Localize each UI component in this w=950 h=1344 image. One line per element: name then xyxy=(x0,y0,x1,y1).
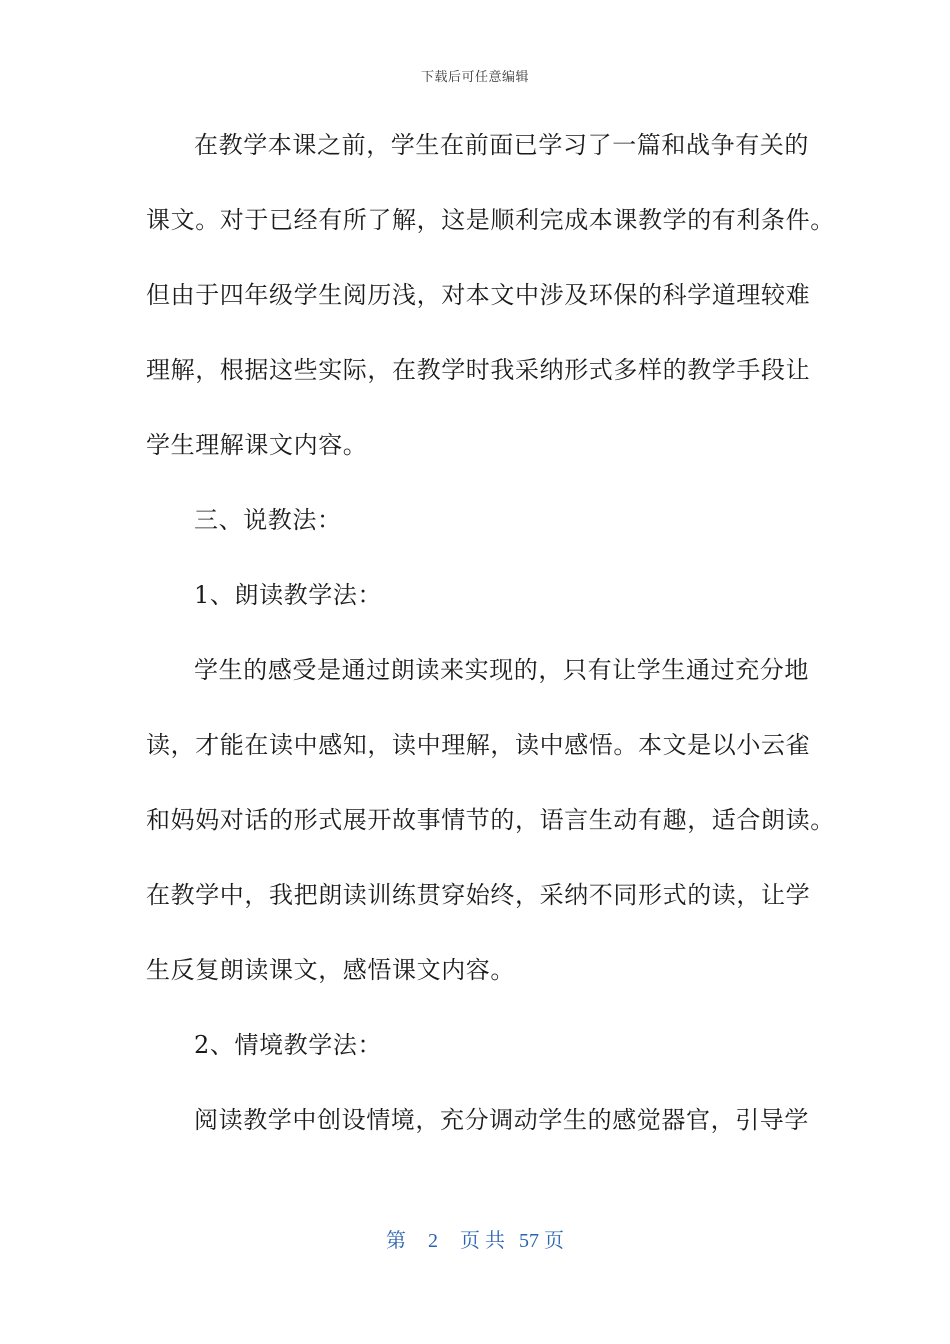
paragraph-line: 在教学中，我把朗读训练贯穿始终，采纳不同形式的读，让学 xyxy=(146,881,811,909)
paragraph-line: 和妈妈对话的形式展开故事情节的，语言生动有趣，适合朗读。 xyxy=(146,806,835,834)
paragraph-line: 学生理解课文内容。 xyxy=(146,431,368,459)
total-pages: 57 xyxy=(519,1230,539,1252)
subsection-heading: 2、情境教学法： xyxy=(194,1031,383,1059)
paragraph-line: 读，才能在读中感知，读中理解，读中感悟。本文是以小云雀 xyxy=(146,731,811,759)
paragraph-line: 阅读教学中创设情境，充分调动学生的感觉器官，引导学 xyxy=(194,1106,809,1134)
page-header: 下载后可任意编辑 xyxy=(420,70,529,85)
paragraph-line: 在教学本课之前，学生在前面已学习了一篇和战争有关的 xyxy=(194,131,809,159)
subsection-heading: 1、朗读教学法： xyxy=(194,581,383,609)
footer-prefix: 第 xyxy=(386,1230,406,1252)
paragraph-line: 理解，根据这些实际，在教学时我采纳形式多样的教学手段让 xyxy=(146,356,811,384)
footer-middle: 页 共 xyxy=(460,1230,505,1252)
footer-suffix: 页 xyxy=(544,1230,564,1252)
page-footer xyxy=(0,1224,950,1253)
page-number: 2 xyxy=(428,1230,438,1252)
paragraph-line: 但由于四年级学生阅历浅，对本文中涉及环保的科学道理较难 xyxy=(146,281,811,309)
paragraph-line: 生反复朗读课文，感悟课文内容。 xyxy=(146,956,515,984)
section-heading: 三、说教法： xyxy=(194,506,342,534)
paragraph-line: 学生的感受是通过朗读来实现的，只有让学生通过充分地 xyxy=(194,656,809,684)
paragraph-line: 课文。对于已经有所了解，这是顺利完成本课教学的有利条件。 xyxy=(146,206,835,234)
document-body xyxy=(146,119,835,1169)
